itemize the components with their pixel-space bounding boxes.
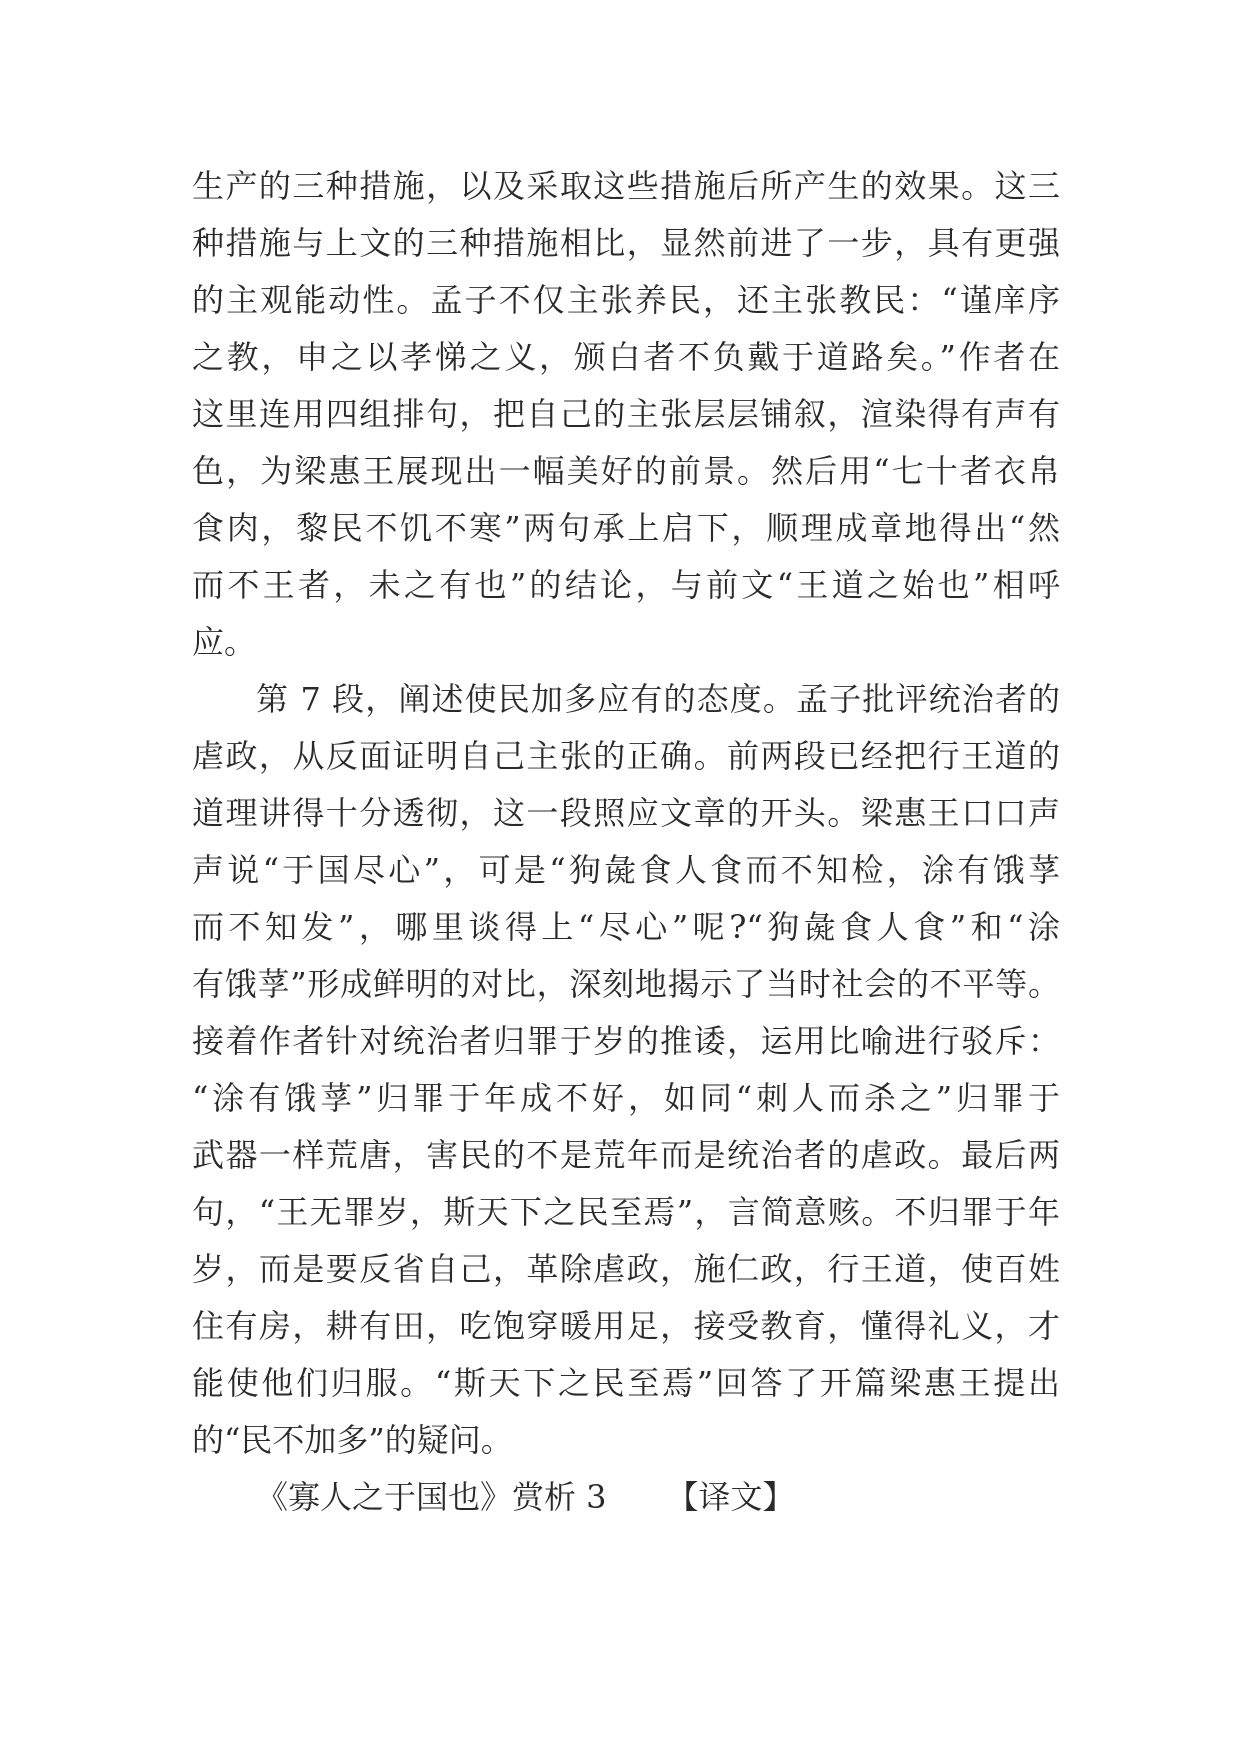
text-line: 第 7 段，阐述使民加多应有的态度。孟子批评统治者的 — [256, 680, 1060, 718]
text-line: 武器一样荒唐，害民的不是荒年而是统治者的虐政。最后两 — [192, 1136, 1060, 1174]
translation-tag: 【译文】 — [666, 1478, 795, 1516]
text-line: 色，为梁惠王展现出一幅美好的前景。然后用“七十者衣帛 — [192, 452, 1060, 490]
text-line: 句，“王无罪岁，斯天下之民至焉”，言简意赅。不归罪于年 — [192, 1193, 1060, 1231]
text-line: 而不王者，未之有也”的结论，与前文“王道之始也”相呼 — [192, 566, 1060, 604]
text-line: 的主观能动性。孟子不仅主张养民，还主张教民：“谨庠序 — [192, 281, 1060, 319]
text-line: “涂有饿莩”归罪于年成不好，如同“刺人而杀之”归罪于 — [192, 1079, 1060, 1117]
article-body — [192, 158, 1060, 1526]
section-title: 《寡人之于国也》赏析 3 — [256, 1478, 607, 1516]
text-line: 岁，而是要反省自己，革除虐政，施仁政，行王道，使百姓 — [192, 1250, 1060, 1288]
text-line: 的“民不加多”的疑问。 — [192, 1421, 513, 1459]
text-line: 住有房，耕有田，吃饱穿暖用足，接受教育，懂得礼义，才 — [192, 1307, 1060, 1345]
text-line: 接着作者针对统治者归罪于岁的推诿，运用比喻进行驳斥： — [192, 1022, 1060, 1060]
text-line: 之教，申之以孝悌之义，颁白者不负戴于道路矣。”作者在 — [192, 338, 1060, 376]
paragraph-1 — [192, 158, 1060, 671]
text-line: 能使他们归服。“斯天下之民至焉”回答了开篇梁惠王提出 — [192, 1364, 1060, 1402]
text-line: 这里连用四组排句，把自己的主张层层铺叙，渲染得有声有 — [192, 395, 1060, 433]
text-line: 而不知发”，哪里谈得上“尽心”呢?“狗彘食人食”和“涂 — [192, 908, 1060, 946]
section-heading — [192, 1469, 1060, 1526]
text-line: 有饿莩”形成鲜明的对比，深刻地揭示了当时社会的不平等。 — [192, 965, 1060, 1003]
text-line: 道理讲得十分透彻，这一段照应文章的开头。梁惠王口口声 — [192, 794, 1060, 832]
text-line: 虐政，从反面证明自己主张的正确。前两段已经把行王道的 — [192, 737, 1060, 775]
text-line: 声说“于国尽心”，可是“狗彘食人食而不知检，涂有饿莩 — [192, 851, 1060, 889]
paragraph-2 — [192, 671, 1060, 1469]
text-line: 生产的三种措施，以及采取这些措施后所产生的效果。这三 — [192, 167, 1060, 205]
text-line: 应。 — [192, 623, 257, 661]
text-line: 食肉，黎民不饥不寒”两句承上启下，顺理成章地得出“然 — [192, 509, 1060, 547]
text-line: 种措施与上文的三种措施相比，显然前进了一步，具有更强 — [192, 224, 1060, 262]
